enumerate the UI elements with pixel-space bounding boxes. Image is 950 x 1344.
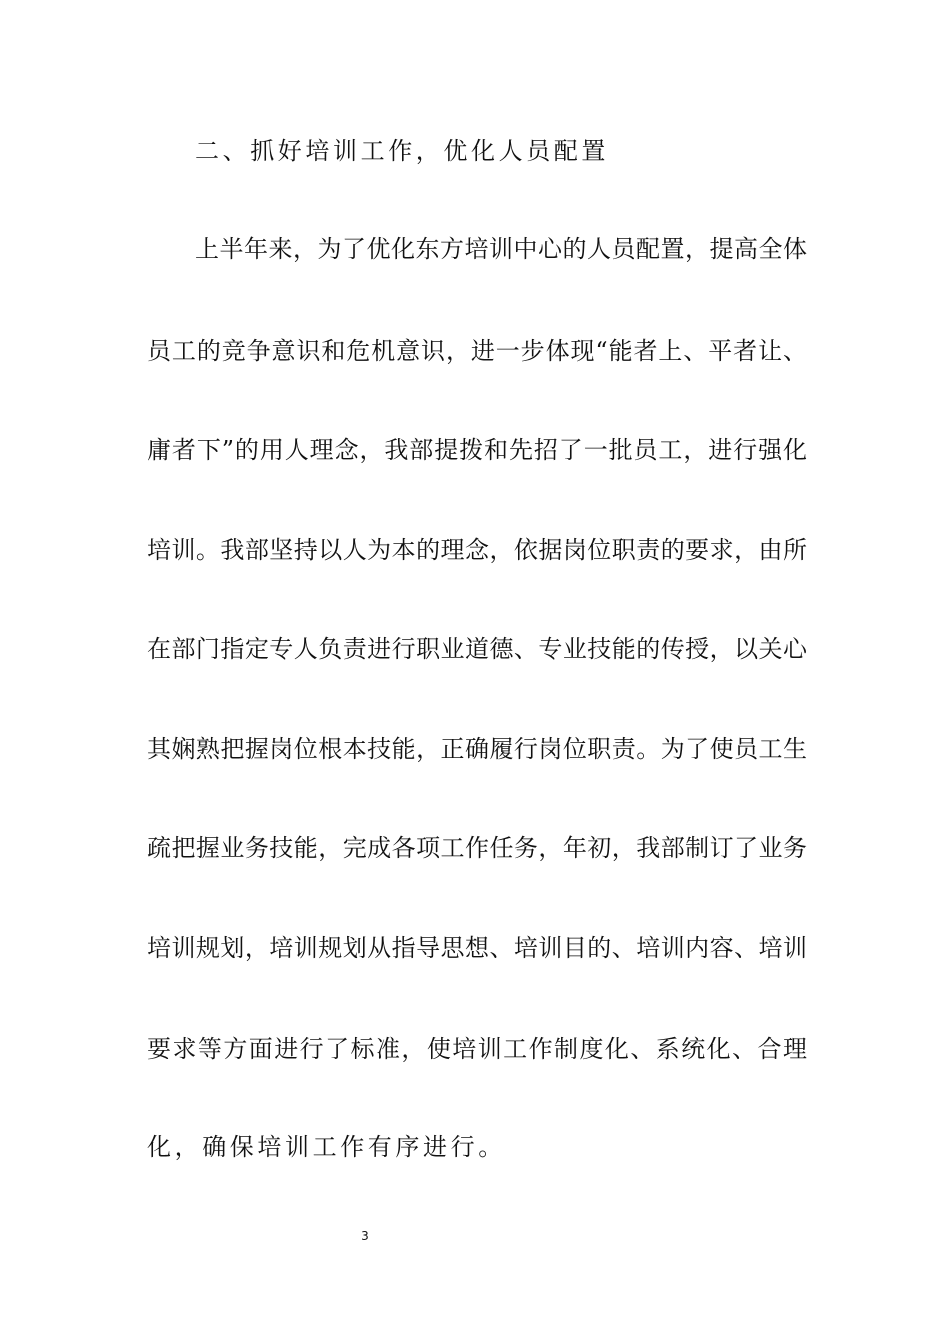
paragraph-line-3: 庸者下”的用人理念，我部提拨和先招了一批员工，进行强化 (147, 436, 807, 464)
paragraph-line-4: 培训。我部坚持以人为本的理念，依据岗位职责的要求，由所 (147, 536, 807, 564)
paragraph-line-5: 在部门指定专人负责进行职业道德、专业技能的传授，以关心 (147, 635, 807, 663)
section-heading: 二、抓好培训工作，优化人员配置 (195, 137, 609, 165)
page-number: 3 (361, 1229, 369, 1243)
paragraph-line-1: 上半年来，为了优化东方培训中心的人员配置，提高全体 (195, 235, 807, 263)
paragraph-line-8: 培训规划，培训规划从指导思想、培训目的、培训内容、培训 (147, 934, 807, 962)
paragraph-line-6: 其娴熟把握岗位根本技能，正确履行岗位职责。为了使员工生 (147, 735, 807, 763)
paragraph-line-10: 化，确保培训工作有序进行。 (147, 1133, 506, 1161)
paragraph-line-7: 疏把握业务技能，完成各项工作任务，年初，我部制订了业务 (147, 834, 807, 862)
paragraph-line-2: 员工的竞争意识和危机意识，进一步体现“能者上、平者让、 (147, 337, 807, 365)
paragraph-line-9: 要求等方面进行了标准，使培训工作制度化、系统化、合理 (147, 1035, 807, 1063)
